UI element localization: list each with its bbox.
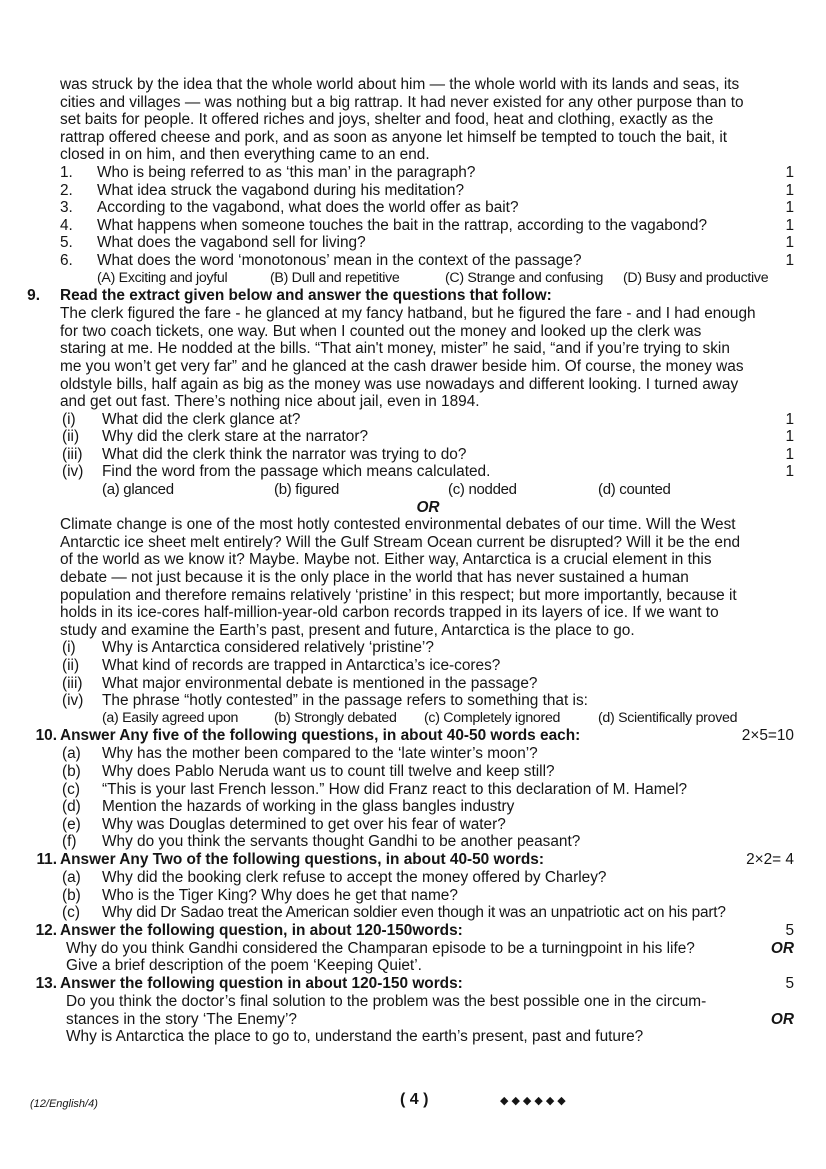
passage-line: The clerk figured the fare - he glanced at my fancy hatband, but he figured the fare - and I had enough [60,305,756,323]
question-marks: 1 [785,410,794,428]
option-d: (d) Scientifically proved [598,709,738,726]
question-marks: 2×5=10 [741,727,794,745]
question-text: Do you think the doctor’s final solution to the problem was the best possible one in the circum- [66,992,707,1010]
passage-line: me you won’t get very far” and he glanced at the cash drawer beside him. Of course, the money was [60,357,744,375]
question-number: (iii) [62,674,83,692]
q9-passage-alt [60,516,796,639]
question-number: (ii) [62,428,80,446]
intro-passage [60,76,796,164]
heading-text: Answer Any Two of the following questions, in about 40-50 words: [60,850,544,868]
question-number: 2. [60,181,73,199]
page-number: ( 4 ) [400,1091,429,1108]
question-row [60,781,796,799]
question-marks: 1 [785,199,794,217]
question-number: (d) [62,798,81,816]
question-text: What kind of records are trapped in Antarctica’s ice-cores? [102,657,501,674]
passage-line: study and examine the Earth’s past, present and future, Antarctica is the place to go. [60,621,635,639]
question-text: Why is Antarctica considered relatively ‘pristine’? [102,639,434,657]
question-row [60,463,796,481]
question-marks: 1 [785,234,794,252]
heading-text: Answer the following question in about 120-150 words: [60,974,463,992]
question-number: (iv) [62,463,84,481]
option-b: (b) figured [274,481,340,499]
question-number: (a) [62,868,81,886]
question-number: (i) [62,639,76,657]
question-text: Why was Douglas determined to get over his fear of water? [102,815,506,833]
question-marks: 1 [785,251,794,269]
option-b: (B) Dull and repetitive [270,269,400,286]
question-row [60,446,796,464]
question-number: (c) [62,780,80,798]
or-separator: OR [770,1010,794,1028]
heading-text: Answer Any five of the following questions, in about 40-50 words each: [60,727,581,745]
passage-line: rattrap offered cheese and pork, and as soon as anyone let himself be tempted to touch the bait, it [60,128,728,146]
question-number: 10. [35,727,57,745]
question-text: What happens when someone touches the bait in the rattrap, according to the vagabond? [97,216,708,234]
paper-code: (12/English/4) [30,1098,98,1110]
passage-line: oldstyle bills, half again as big as the money was use nowadays and different looking. I turned away [60,375,739,393]
question-text: What idea struck the vagabond during his meditation? [97,181,465,199]
question-row [60,217,796,235]
question-text: Why did the booking clerk refuse to accept the money offered by Charley? [102,868,607,886]
question-text: Mention the hazards of working in the glass bangles industry [102,798,515,816]
question-text: What did the clerk glance at? [102,410,301,428]
option-c: (C) Strange and confusing [445,269,604,286]
question-marks: 1 [785,463,794,481]
question-marks: 5 [785,974,794,992]
question-number: (b) [62,886,81,904]
question-row [60,675,796,693]
passage-line: was struck by the idea that the whole world about him — the whole world with its lands and seas, its [60,76,740,93]
question-row [60,1011,796,1029]
mcq-options [60,270,796,288]
passage-line: staring at me. He nodded at the bills. “That ain't money, mister” he said, “and if you’re trying to skin [60,340,730,358]
question-row [60,798,796,816]
passage-line: of the world as we know it? Maybe. Maybe not. Either way, Antarctica is a crucial element in this [60,551,712,569]
option-a: (a) glanced [102,481,174,499]
question-row [60,164,796,182]
question-text: Why is Antarctica the place to go to, understand the earth’s present, past and future? [66,1028,644,1046]
question-number: (iii) [62,445,83,463]
passage-line: set baits for people. It offered riches and joys, shelter and food, heat and clothing, exactly as the [60,111,714,129]
question-10-heading [35,727,796,745]
passage-line: population and therefore remains relatively ‘pristine’ in this respect; but more importantly, because it [60,586,737,604]
question-text: The phrase “hotly contested” in the passage refers to something that is: [102,692,588,710]
question-text: Give a brief description of the poem ‘Keeping Quiet’. [66,957,422,975]
heading-text: Answer the following question, in about 120-150words: [60,921,463,939]
question-number: (c) [62,904,80,922]
passage-line: debate — not just because it is the only place in the world that has never sustained a human [60,569,689,587]
question-marks: 1 [785,445,794,463]
question-number: 11. [36,850,57,868]
passage-line: cities and villages — was nothing but a big rattrap. It had never existed for any other purpose than to [60,93,744,111]
passage-line: for two coach tickets, one way. But when I counted out the money and looked up the clerk was [60,322,702,340]
question-row [60,639,796,657]
question-row [60,745,796,763]
question-number: (a) [62,745,81,763]
question-number: 4. [60,216,73,234]
passage-line: Antarctic ice sheet melt entirely? Will the Gulf Stream Ocean current be disrupted? Will it be the end [60,533,741,551]
question-row [60,940,796,958]
q9-passage [60,305,796,411]
exam-page [27,76,796,1046]
question-text: What major environmental debate is mentioned in the passage? [102,674,538,692]
question-row [60,199,796,217]
question-number: 3. [60,199,73,217]
question-text: According to the vagabond, what does the world offer as bait? [97,199,519,217]
question-number: (iv) [62,692,84,710]
mcq-options [60,710,796,728]
passage-line: closed in on him, and then everything came to an end. [60,146,430,164]
question-number: (i) [62,410,76,428]
mcq-options [60,481,796,499]
question-text: stances in the story ‘The Enemy’? [66,1010,297,1028]
option-a: (A) Exciting and joyful [97,269,228,286]
question-text: Who is being referred to as ‘this man’ in the paragraph? [97,163,476,181]
option-d: (D) Busy and productive [623,269,769,286]
question-text: Find the word from the passage which means calculated. [102,463,491,481]
page-footer [30,1091,796,1111]
question-row [60,1028,796,1046]
question-text: Why did Dr Sadao treat the American soldier even though it was an unpatriotic act on his part? [102,904,726,922]
question-row [60,234,796,252]
question-row [60,816,796,834]
passage-line: holds in its ice-cores half-million-year-old carbon records trapped in its layers of ice. If we want to [60,604,719,622]
question-number: 12. [35,921,57,939]
diamond-ornament-icon: ◆◆◆◆◆◆ [500,1095,569,1107]
question-marks: 1 [785,216,794,234]
question-text: “This is your last French lesson.” How did Franz react to this declaration of M. Hamel? [102,780,688,798]
intro-questions [60,164,796,287]
passage-line: Climate change is one of the most hotly contested environmental debates of our time. Will the West [60,516,736,534]
question-marks: 1 [785,181,794,199]
question-text: Why does Pablo Neruda want us to count till twelve and keep still? [102,762,555,780]
question-row [60,182,796,200]
question-marks: 5 [785,921,794,939]
question-row [60,904,796,922]
option-a: (a) Easily agreed upon [102,709,239,726]
or-separator: OR [416,498,440,516]
question-text: Why do you think the servants thought Gandhi to be another peasant? [102,833,581,851]
question-number: (f) [62,833,77,851]
or-separator: OR [770,939,794,957]
option-d: (d) counted [598,481,671,499]
question-text: Who is the Tiger King? Why does he get that name? [102,886,458,904]
option-c: (c) nodded [448,481,517,499]
question-row [60,763,796,781]
question-number: 1. [60,163,73,181]
question-row [60,869,796,887]
question-number: 5. [60,234,73,252]
question-row [60,428,796,446]
question-marks: 2×2= 4 [746,850,794,868]
option-b: (b) Strongly debated [274,709,397,726]
passage-line: and get out fast. There’s nothing nice about jail, even in 1894. [60,393,480,411]
question-13-heading [35,974,796,993]
question-row [60,252,796,270]
question-text: Why did the clerk stare at the narrator? [102,428,369,446]
question-marks: 1 [785,163,794,181]
question-row [60,993,796,1011]
question-11-heading [36,850,796,869]
question-9-heading [27,287,796,305]
question-row [60,411,796,429]
question-row [60,692,796,710]
question-number: (b) [62,762,81,780]
question-12-heading [35,921,796,940]
question-text: What does the vagabond sell for living? [97,234,366,252]
question-row [60,957,796,975]
question-row [60,833,796,851]
question-row [60,887,796,905]
question-marks: 1 [785,428,794,446]
heading-text: Read the extract given below and answer the questions that follow: [60,287,552,305]
option-c: (c) Completely ignored [424,709,561,726]
question-text: Why do you think Gandhi considered the Champaran episode to be a turningpoint in his life? [66,939,695,957]
question-text: What did the clerk think the narrator was trying to do? [102,445,467,463]
question-text: What does the word ‘monotonous’ mean in the context of the passage? [97,251,582,269]
question-number: 9. [27,287,40,305]
question-number: (ii) [62,657,80,674]
question-number: 13. [35,974,57,992]
question-row [60,657,796,675]
question-number: 6. [60,251,73,269]
question-text: Why has the mother been compared to the ‘late winter’s moon’? [102,745,538,763]
question-number: (e) [62,815,81,833]
